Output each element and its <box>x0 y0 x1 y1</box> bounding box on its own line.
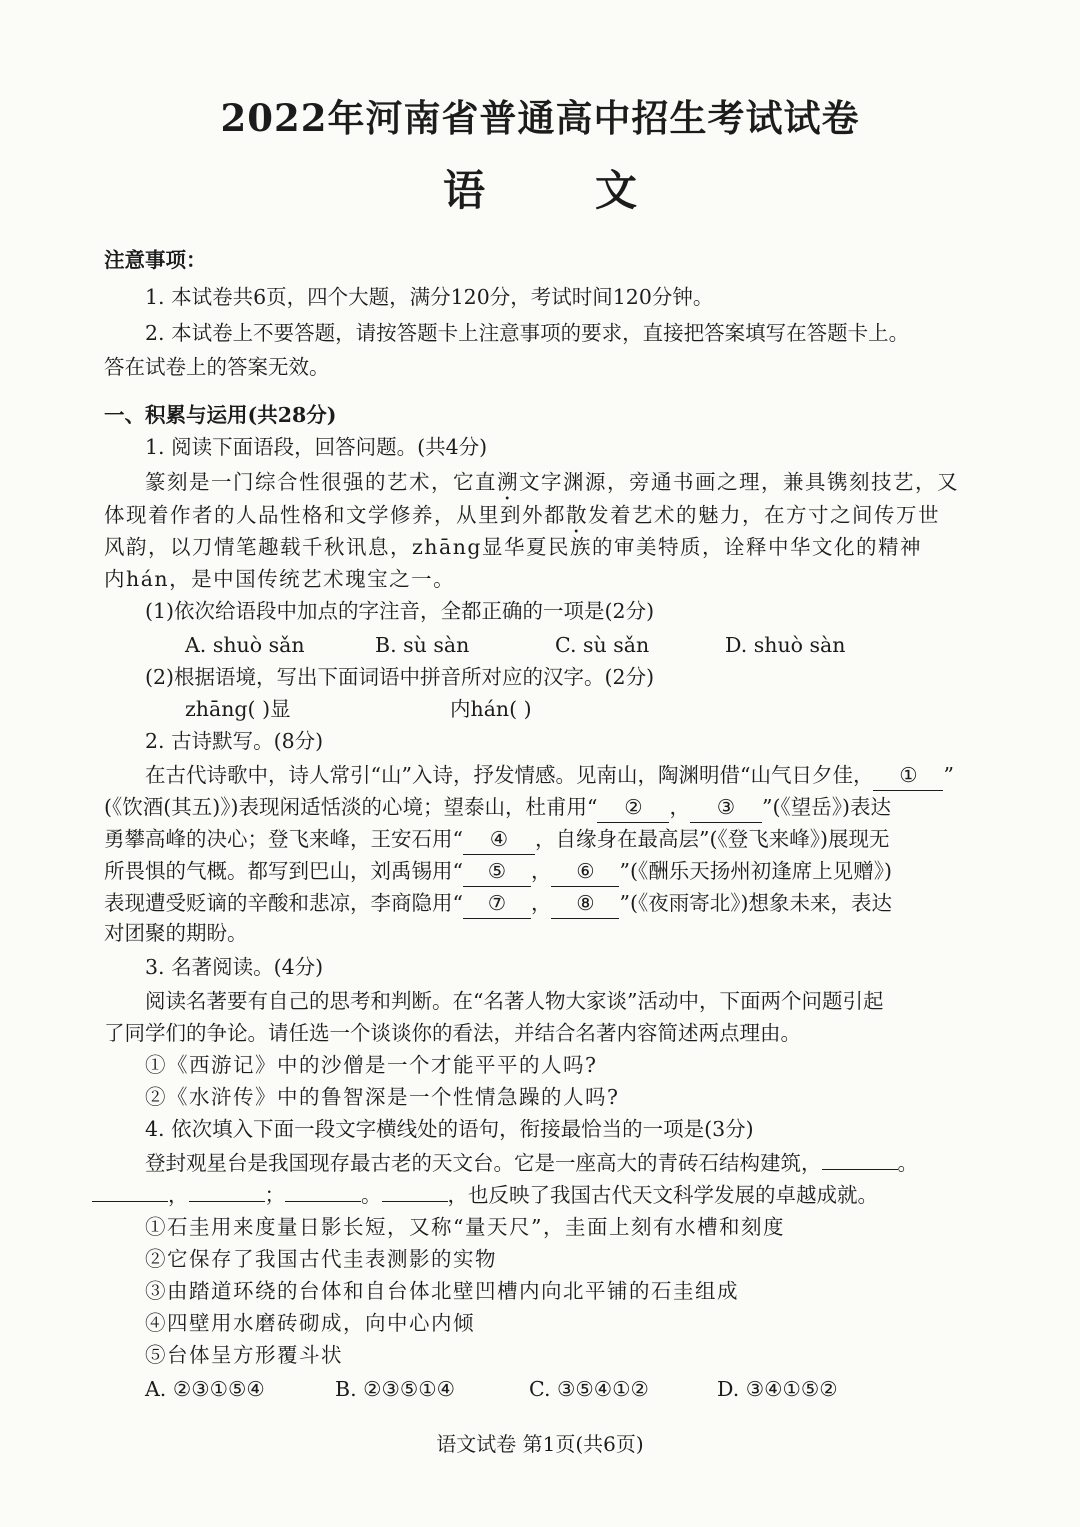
q1-dotted-char-2: 散 <box>566 503 588 527</box>
q1-dotted-char-1: 溯 <box>497 470 519 494</box>
q4-blank-5 <box>382 1201 448 1202</box>
q2-l5-end: ”(《夜雨寄北》)想象未来，表达 <box>619 891 892 915</box>
notice-item-1: 1. 本试卷共6页，四个大题，满分120分，考试时间120分钟。 <box>145 285 714 309</box>
q1-sub1: (1)依次给语段中加点的字注音，全都正确的一项是(2分) <box>145 599 655 623</box>
q3-stem: 3. 名著阅读。(4分) <box>145 955 324 979</box>
q1-paragraph-line-4: 内hán，是中国传统艺术瑰宝之一。 <box>104 567 456 591</box>
q2-l2-end: ”(《望岳》)表达 <box>761 795 891 819</box>
q2-l2-text: (《饮酒(其五)》)表现闲适恬淡的心境；望泰山，杜甫用“ <box>104 795 598 819</box>
q2-line-5 <box>104 888 984 919</box>
q2-line-1 <box>145 760 1025 791</box>
q2-blank-4: ④ <box>463 824 535 855</box>
q4-l1-text: 登封观星台是我国现存最古老的天文台。它是一座高大的青砖石结构建筑， <box>145 1151 822 1175</box>
q2-l1-text: 在古代诗歌中，诗人常引“山”入诗，抒发情感。见南山，陶渊明借“山气日夕佳， <box>145 763 874 787</box>
q2-blank-3: ③ <box>690 792 762 823</box>
q4-option-a: A. ②③①⑤④ <box>145 1377 265 1401</box>
q4-blank-4 <box>285 1201 361 1202</box>
q1-option-b: B. sù sàn <box>375 633 470 657</box>
q4-blank-3 <box>189 1201 265 1202</box>
notice-heading: 注意事项： <box>104 248 207 272</box>
exam-title: 2022年河南省普通高中招生考试试卷 <box>220 96 860 140</box>
q2-l1-end: ” <box>943 763 954 787</box>
q1-sub2-blank-a: zhāng( )显 <box>185 697 291 721</box>
q2-blank-5: ⑤ <box>463 856 531 887</box>
q2-l5-text: 表现遭受贬谪的辛酸和悲凉，李商隐用“ <box>104 891 463 915</box>
q3-line-2: 了同学们的争论。请任选一个谈谈你的看法，并结合名著内容简述两点理由。 <box>104 1021 801 1045</box>
q4-l2-tail: ，也反映了我国古代天文科学发展的卓越成就。 <box>447 1183 878 1207</box>
q4-line-1 <box>145 1148 1025 1178</box>
q1-sub2: (2)根据语境，写出下面词语中拼音所对应的汉字。(2分) <box>145 665 655 689</box>
q1-p1-text-b: 文字渊源，旁通书画之理，兼具镌刻技艺，又 <box>519 470 959 494</box>
q4-sentence-5: ⑤台体呈方形覆斗状 <box>145 1343 343 1367</box>
q2-line-2 <box>104 792 984 823</box>
q1-p1-text-a: 篆刻是一门综合性很强的艺术，它直 <box>145 470 497 494</box>
q1-sub2-blanks <box>185 694 1065 724</box>
q1-p2-text-a: 体现着作者的人品性格和文学修养，从里到外都 <box>104 503 566 527</box>
q1-option-c: C. sù sǎn <box>555 633 650 657</box>
q1-p2-text-b: 发着艺术的魅力，在方寸之间传万世 <box>588 503 940 527</box>
q2-blank-8: ⑧ <box>551 888 619 919</box>
q1-stem: 1. 阅读下面语段，回答问题。(共4分) <box>145 435 488 459</box>
q2-l4-end: ”(《酬乐天扬州初逢席上见赠》) <box>619 859 892 883</box>
q2-blank-7: ⑦ <box>463 888 531 919</box>
q1-paragraph-line-3: 风韵，以刀情笔趣载千秋讯息，zhāng显华夏民族的审美特质，诠释中华文化的精神 <box>104 535 923 559</box>
q4-option-b: B. ②③⑤①④ <box>335 1377 455 1401</box>
q4-blank-2 <box>92 1201 168 1202</box>
q4-sentence-3: ③由踏道环绕的台体和自台体北壁凹槽内向北平铺的石圭组成 <box>145 1279 739 1303</box>
notice-item-2a: 2. 本试卷上不要答题，请按答题卡上注意事项的要求，直接把答案填写在答题卡上。 <box>145 321 910 345</box>
q4-blank-1 <box>822 1169 898 1170</box>
q4-option-d: D. ③④①⑤② <box>717 1377 838 1401</box>
notice-item-2b: 答在试卷上的答案无效。 <box>104 355 330 379</box>
q2-line-4 <box>104 856 984 887</box>
q2-stem: 2. 古诗默写。(8分) <box>145 729 324 753</box>
q2-comma-3: ， <box>530 891 552 915</box>
q4-sep-2: ； <box>264 1183 285 1207</box>
q4-stem: 4. 依次填入下面一段文字横线处的语句，衔接最恰当的一项是(3分) <box>145 1117 754 1141</box>
q4-sentence-4: ④四壁用水磨砖砌成，向中心内倾 <box>145 1311 475 1335</box>
q2-blank-6: ⑥ <box>551 856 619 887</box>
q4-sentence-2: ②它保存了我国古代圭表测影的实物 <box>145 1247 497 1271</box>
q4-option-c: C. ③⑤④①② <box>529 1377 649 1401</box>
q2-blank-2: ② <box>597 792 669 823</box>
q4-sentence-1: ①石圭用来度量日影长短，又称“量天尺”，圭面上刻有水槽和刻度 <box>145 1215 785 1239</box>
q2-blank-1: ① <box>873 760 943 791</box>
q1-sub1-options <box>185 630 1065 660</box>
q2-l3-text: 勇攀高峰的决心；登飞来峰，王安石用“ <box>104 827 463 851</box>
q2-comma-2: ， <box>530 859 552 883</box>
q4-sep-3: 。 <box>361 1183 382 1207</box>
q1-option-d: D. shuò sàn <box>725 633 846 657</box>
q2-line-6: 对团聚的期盼。 <box>104 921 248 945</box>
page-footer: 语文试卷 第1页(共6页) <box>436 1432 644 1456</box>
q2-line-3 <box>104 824 984 855</box>
q2-l4-text: 所畏惧的气概。都写到巴山，刘禹锡用“ <box>104 859 463 883</box>
q4-line-2 <box>92 1180 972 1210</box>
q1-option-a: A. shuò sǎn <box>185 633 305 657</box>
q3-item-1: ①《西游记》中的沙僧是一个才能平平的人吗? <box>145 1053 598 1077</box>
q4-options <box>145 1374 1025 1404</box>
q4-l1-end: 。 <box>897 1151 918 1175</box>
q4-sep-1: ， <box>168 1183 189 1207</box>
q3-item-2: ②《水浒传》中的鲁智深是一个性情急躁的人吗? <box>145 1085 620 1109</box>
q2-comma: ， <box>669 795 690 819</box>
q3-line-1: 阅读名著要有自己的思考和判断。在“名著人物大家谈”活动中，下面两个问题引起 <box>145 989 884 1013</box>
subject-heading: 语文 <box>442 166 747 215</box>
q1-sub2-blank-b: 内hán( ) <box>450 697 532 721</box>
section1-heading: 一、积累与运用(共28分) <box>104 403 337 427</box>
q2-l3-end: ，自缘身在最高层”(《登飞来峰》)展现无 <box>534 827 890 851</box>
